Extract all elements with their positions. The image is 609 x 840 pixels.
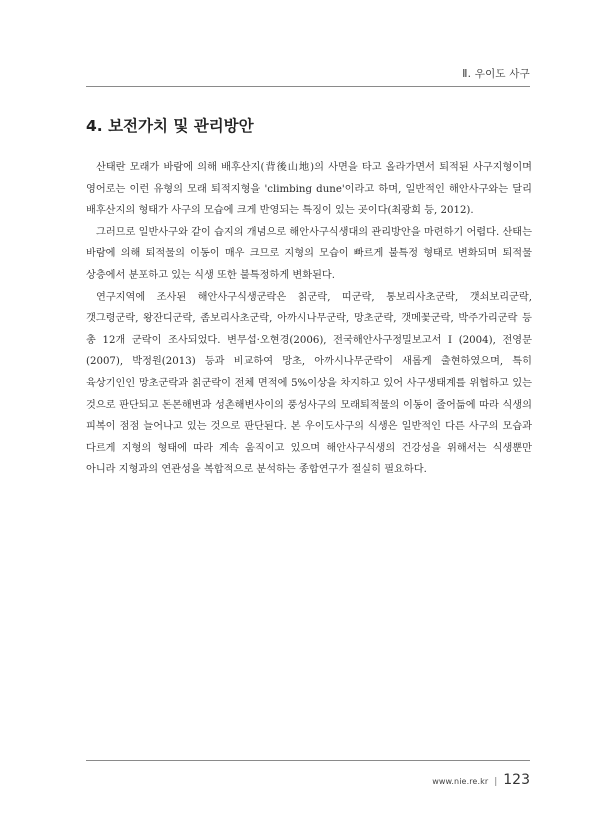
page-number: 123 (503, 772, 530, 788)
paragraph-2: 그러므로 일반사구와 같이 습지의 개념으로 해안사구식생대의 관리방안을 마련하기 어렵다. 산태는 바람에 의해 퇴적물의 이동이 매우 크므로 지형의 모습이 빠르게 불특정 형태로 변화되며 퇴적물 상층에서 분포하고 있는 식생 또한 불특정하게 변화된다. (86, 226, 532, 281)
header-divider (86, 86, 530, 87)
section-title: 4. 보전가치 및 관리방안 (86, 117, 254, 135)
paragraph-3: 연구지역에 조사된 해안사구식생군락은 칡군락, 띠군락, 통보리사초군락, 갯쇠보리군락, 갯그령군락, 왕잔디군락, 좀보리사초군락, 아까시나무군락, 망초군락, 갯메꽃군락, 박주가리군락 등 총 12개 군락이 조사되었다. 변무섭·오현경(2006), 전국해안사구정밀보고서 I (2004), 전영문(2007), 박정원(2013) 등과 비교하여 망초, 아까시나무군락이 새롭게 출현하였으며, 특히 육상기인인 망초군락과 칡군락이 전체 면적에 5%이상을 차지하고 있어 사구생태계를 위협하고 있는 것으로 판단되고 돈몬해변과 성촌해변사이의 풍성사구의 모래퇴적물의 이동이 줄어듦에 따라 식생의 피복이 점점 늘어나고 있는 것으로 판단된다. 본 우이도사구의 식생은 일반적인 다른 사구의 모습과 다르게 지형의 형태에 따라 계속 움직이고 있으며 해안사구식생의 건강성을 위해서는 식생뿐만 아니라 지형과의 연관성을 복합적으로 분석하는 종합연구가 절실히 필요하다. (86, 291, 532, 476)
footer-divider (86, 760, 530, 761)
running-header: Ⅱ. 우이도 사구 (462, 68, 530, 80)
footer-site: www.nie.re.kr (432, 777, 489, 786)
page-footer (432, 772, 530, 788)
body-text (86, 157, 532, 481)
footer-separator: | (494, 777, 498, 787)
paragraph-1: 산태란 모래가 바람에 의해 배후산지(背後山地)의 사면을 타고 올라가면서 퇴적된 사구지형이며 영어로는 이런 유형의 모래 퇴적지형을 'climbing dune'이라고 하며, 일반적인 해안사구와는 달리 배후산지의 형태가 사구의 모습에 크게 반영되는 특징이 있는 곳이다(최광희 등, 2012). (86, 162, 532, 217)
